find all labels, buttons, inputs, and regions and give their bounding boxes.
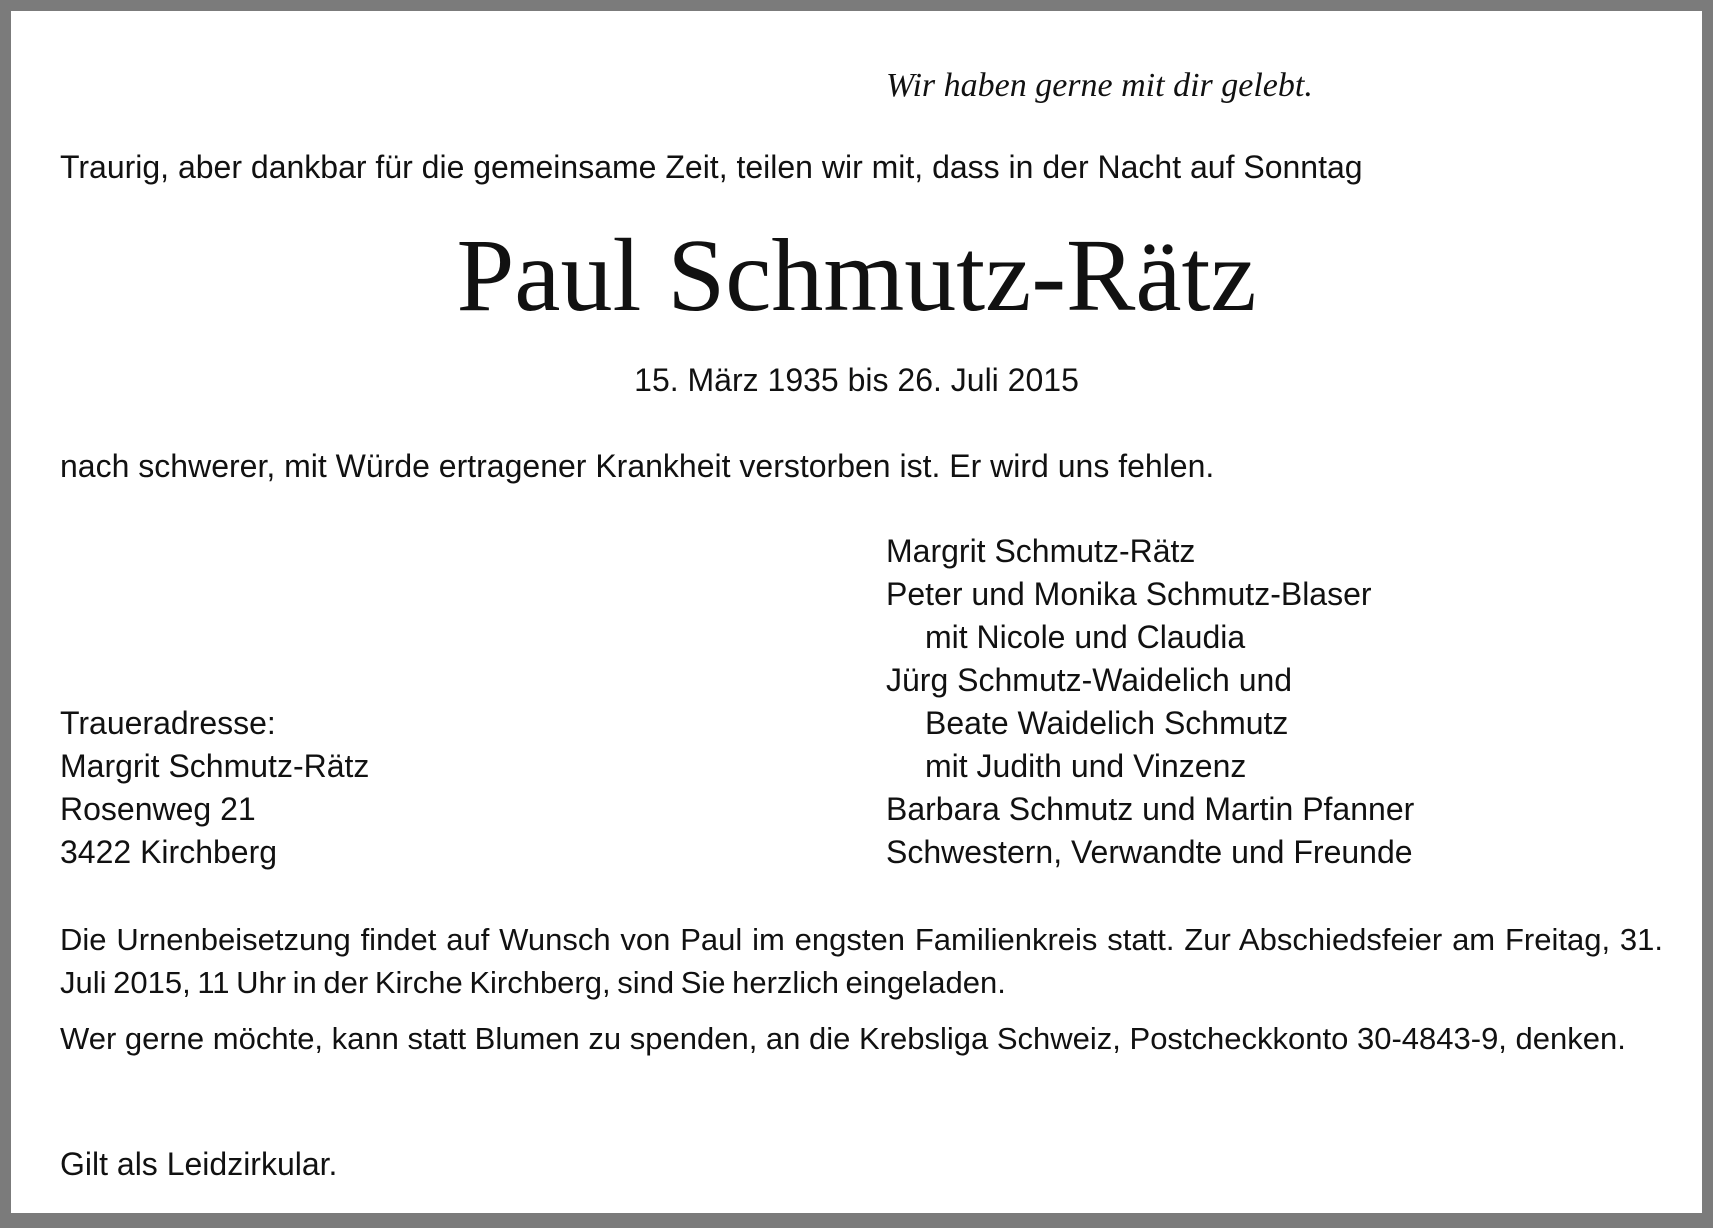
mourner-line: mit Nicole und Claudia bbox=[925, 619, 1246, 655]
closing-note: Gilt als Leidzirkular. bbox=[60, 1146, 338, 1182]
address-name: Margrit Schmutz-Rätz bbox=[60, 748, 370, 784]
life-dates: 15. März 1935 bis 26. Juli 2015 bbox=[634, 362, 1079, 398]
mourner-line: Jürg Schmutz-Waidelich und bbox=[886, 662, 1293, 698]
donation-info: Wer gerne möchte, kann statt Blumen zu spenden, an die Krebsliga Schweiz, Postcheckkonto 30-4843-9, denken. bbox=[60, 1021, 1626, 1056]
mourner-line: Margrit Schmutz-Rätz bbox=[886, 533, 1196, 569]
address-label: Traueradresse: bbox=[60, 705, 276, 741]
obituary-notice bbox=[11, 11, 1702, 1213]
mourner-line: mit Judith und Vinzenz bbox=[925, 748, 1247, 784]
mourners-list bbox=[886, 530, 1414, 874]
address-street: Rosenweg 21 bbox=[60, 791, 256, 827]
death-statement: nach schwerer, mit Würde ertragener Krankheit verstorben ist. Er wird uns fehlen. bbox=[60, 448, 1215, 484]
mourning-address bbox=[60, 702, 369, 874]
mourner-line: Barbara Schmutz und Martin Pfanner bbox=[886, 791, 1415, 827]
intro-text: Traurig, aber dankbar für die gemeinsame Zeit, teilen wir mit, dass in der Nacht auf Sonntag bbox=[60, 149, 1363, 185]
motto: Wir haben gerne mit dir gelebt. bbox=[886, 67, 1313, 104]
address-city: 3422 Kirchberg bbox=[60, 834, 278, 870]
mourner-line: Beate Waidelich Schmutz bbox=[925, 705, 1289, 741]
deceased-name: Paul Schmutz-Rätz bbox=[456, 218, 1257, 333]
mourner-line: Schwestern, Verwandte und Freunde bbox=[886, 834, 1413, 870]
mourner-line: Peter und Monika Schmutz-Blaser bbox=[886, 576, 1372, 612]
funeral-info: Die Urnenbeisetzung findet auf Wunsch von Paul im engsten Familienkreis statt. Zur Abschiedsfeier am Freitag, 31. Juli 2015, 11 Uhr in der Kirche Kirchberg, sind Sie herzlich eingeladen. bbox=[60, 922, 1663, 1000]
